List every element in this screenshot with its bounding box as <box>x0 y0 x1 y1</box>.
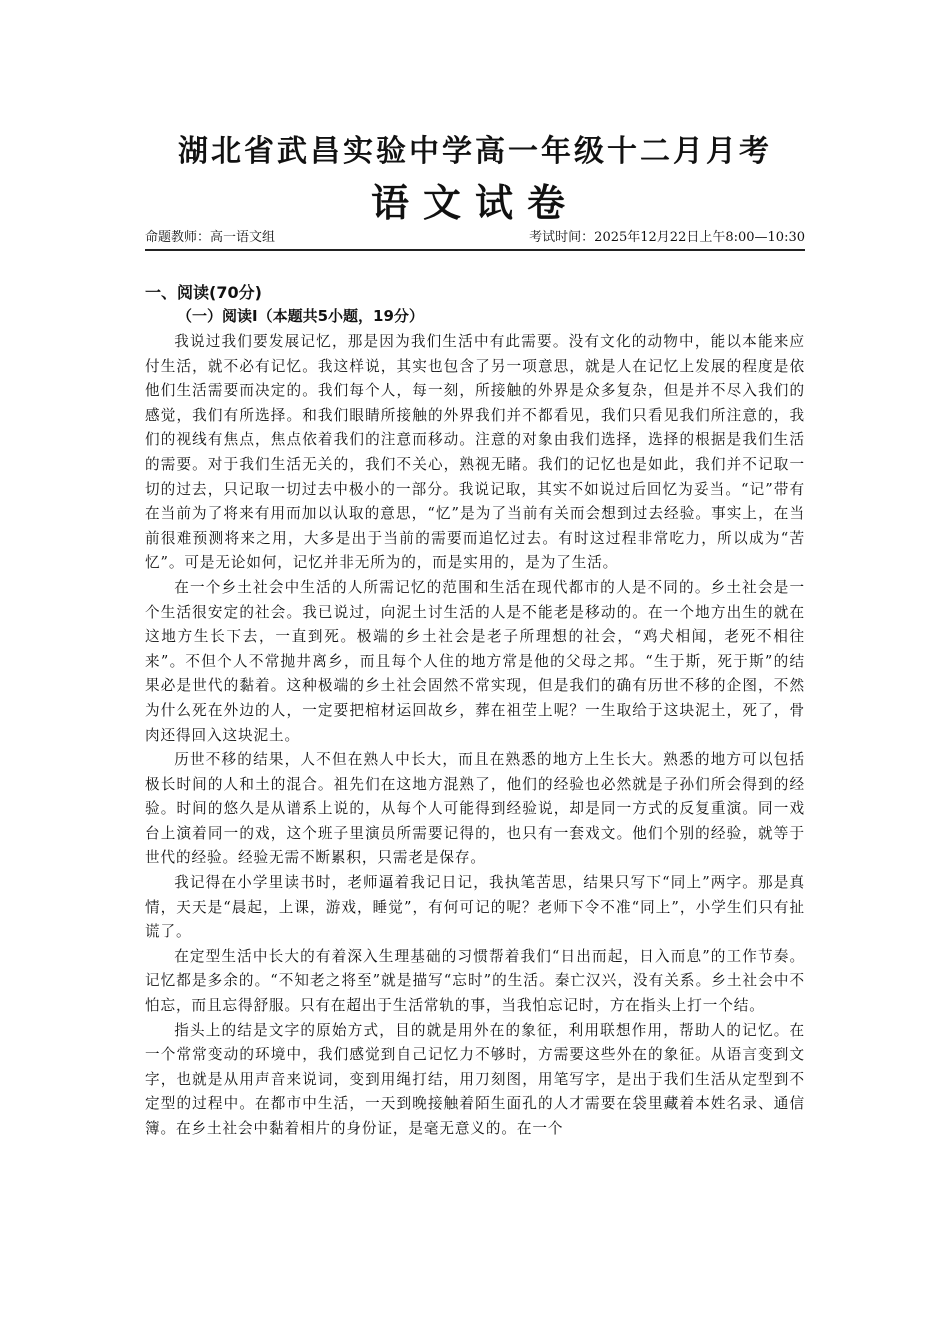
passage-paragraph: 我说过我们要发展记忆，那是因为我们生活中有此需要。没有文化的动物中，能以本能来应付生活，就不必有记忆。我这样说，其实也包含了另一项意思，就是人在记忆上发展的程度是依他们生活需要而决定的。我们每个人，每一刻，所接触的外界是众多复杂，但是并不尽入我们的感觉，我们有所选择。和我们眼睛所接触的外界我们并不都看见，我们只看见我们所注意的，我们的视线有焦点，焦点依着我们的注意而移动。注意的对象由我们选择，选择的根据是我们生活的需要。对于我们生活无关的，我们不关心，熟视无睹。我们的记忆也是如此，我们并不记取一切的过去，只记取一切过去中极小的一部分。我说记取，其实不如说过后回忆为妥当。“记”带有在当前为了将来有用而加以认取的意思，“忆”是为了当前有关而会想到过去经验。事实上，在当前很难预测将来之用，大多是出于当前的需要而追忆过去。有时这过程非常吃力，所以成为“苦忆”。可是无论如何，记忆并非无所为的，而是实用的，是为了生活。 <box>145 333 805 572</box>
passage-paragraph: 历世不移的结果，人不但在熟人中长大，而且在熟悉的地方上生长大。熟悉的地方可以包括极长时间的人和土的混合。祖先们在这地方混熟了，他们的经验也必然就是子孙们所会得到的经验。时间的悠久是从谱系上说的，从每个人可能得到经验说，却是同一方式的反复重演。同一戏台上演着同一的戏，这个班子里演员所需要记得的，也只有一套戏文。他们个别的经验，就等于世代的经验。经验无需不断累积，只需老是保存。 <box>145 751 805 867</box>
subject-title: 语文试卷 <box>370 180 579 225</box>
reading-passage <box>145 330 805 1142</box>
passage-paragraph: 在一个乡土社会中生活的人所需记忆的范围和生活在现代都市的人是不同的。乡土社会是一个生活很安定的社会。我已说过，向泥土讨生活的人是不能老是移动的。在一个地方出生的就在这地方生长下去，一直到死。极端的乡土社会是老子所理想的社会，“鸡犬相闻，老死不相往来”。不但个人不常抛井离乡，而且每个人住的地方常是他的父母之邦。“生于斯，死于斯”的结果必是世代的黏着。这种极端的乡土社会固然不常实现，但是我们的确有历世不移的企图，不然为什么死在外边的人，一定要把棺材运回故乡，葬在祖茔上呢？一生取给于这块泥土，死了，骨肉还得回入这块泥土。 <box>145 578 805 744</box>
header-divider <box>145 249 805 251</box>
passage-paragraph: 我记得在小学里读书时，老师逼着我记日记，我执笔苦思，结果只写下“同上”两字。那是真情，天天是“晨起，上课，游戏，睡觉”，有何可记的呢？老师下令不准“同上”，小学生们只有扯谎了。 <box>145 874 805 941</box>
section-subtitle: （一）阅读Ⅰ（本题共5小题，19分） <box>177 307 424 325</box>
exam-time: 考试时间：2025年12月22日上午8:00—10:30 <box>529 230 805 245</box>
passage-paragraph: 指头上的结是文字的原始方式，目的就是用外在的象征，利用联想作用，帮助人的记忆。在一个常常变动的环境中，我们感觉到自己记忆力不够时，方需要这些外在的象征。从语言变到文字，也就是从用声音来说词，变到用绳打结，用刀刻图，用笔写字，是出于我们生活从定型到不定型的过程中。在都市中生活，一天到晚接触着陌生面孔的人才需要在袋里藏着本姓名录、通信簿。在乡土社会中黏着相片的身份证，是毫无意义的。在一个 <box>145 1021 805 1137</box>
teacher-info: 命题教师：高一语文组 <box>145 230 276 245</box>
section-title: 一、阅读(70分) <box>145 283 262 302</box>
passage-paragraph: 在定型生活中长大的有着深入生理基础的习惯帮着我们“日出而起，日入而息”的工作节奏。记忆都是多余的。“不知老之将至”就是描写“忘时”的生活。秦亡汉兴，没有关系。乡土社会中不怕忘，而且忘得舒服。只有在超出于生活常轨的事，当我怕忘记时，方在指头上打一个结。 <box>145 947 805 1015</box>
school-exam-title: 湖北省武昌实验中学高一年级十二月月考 <box>178 134 772 169</box>
exam-meta <box>145 228 805 248</box>
